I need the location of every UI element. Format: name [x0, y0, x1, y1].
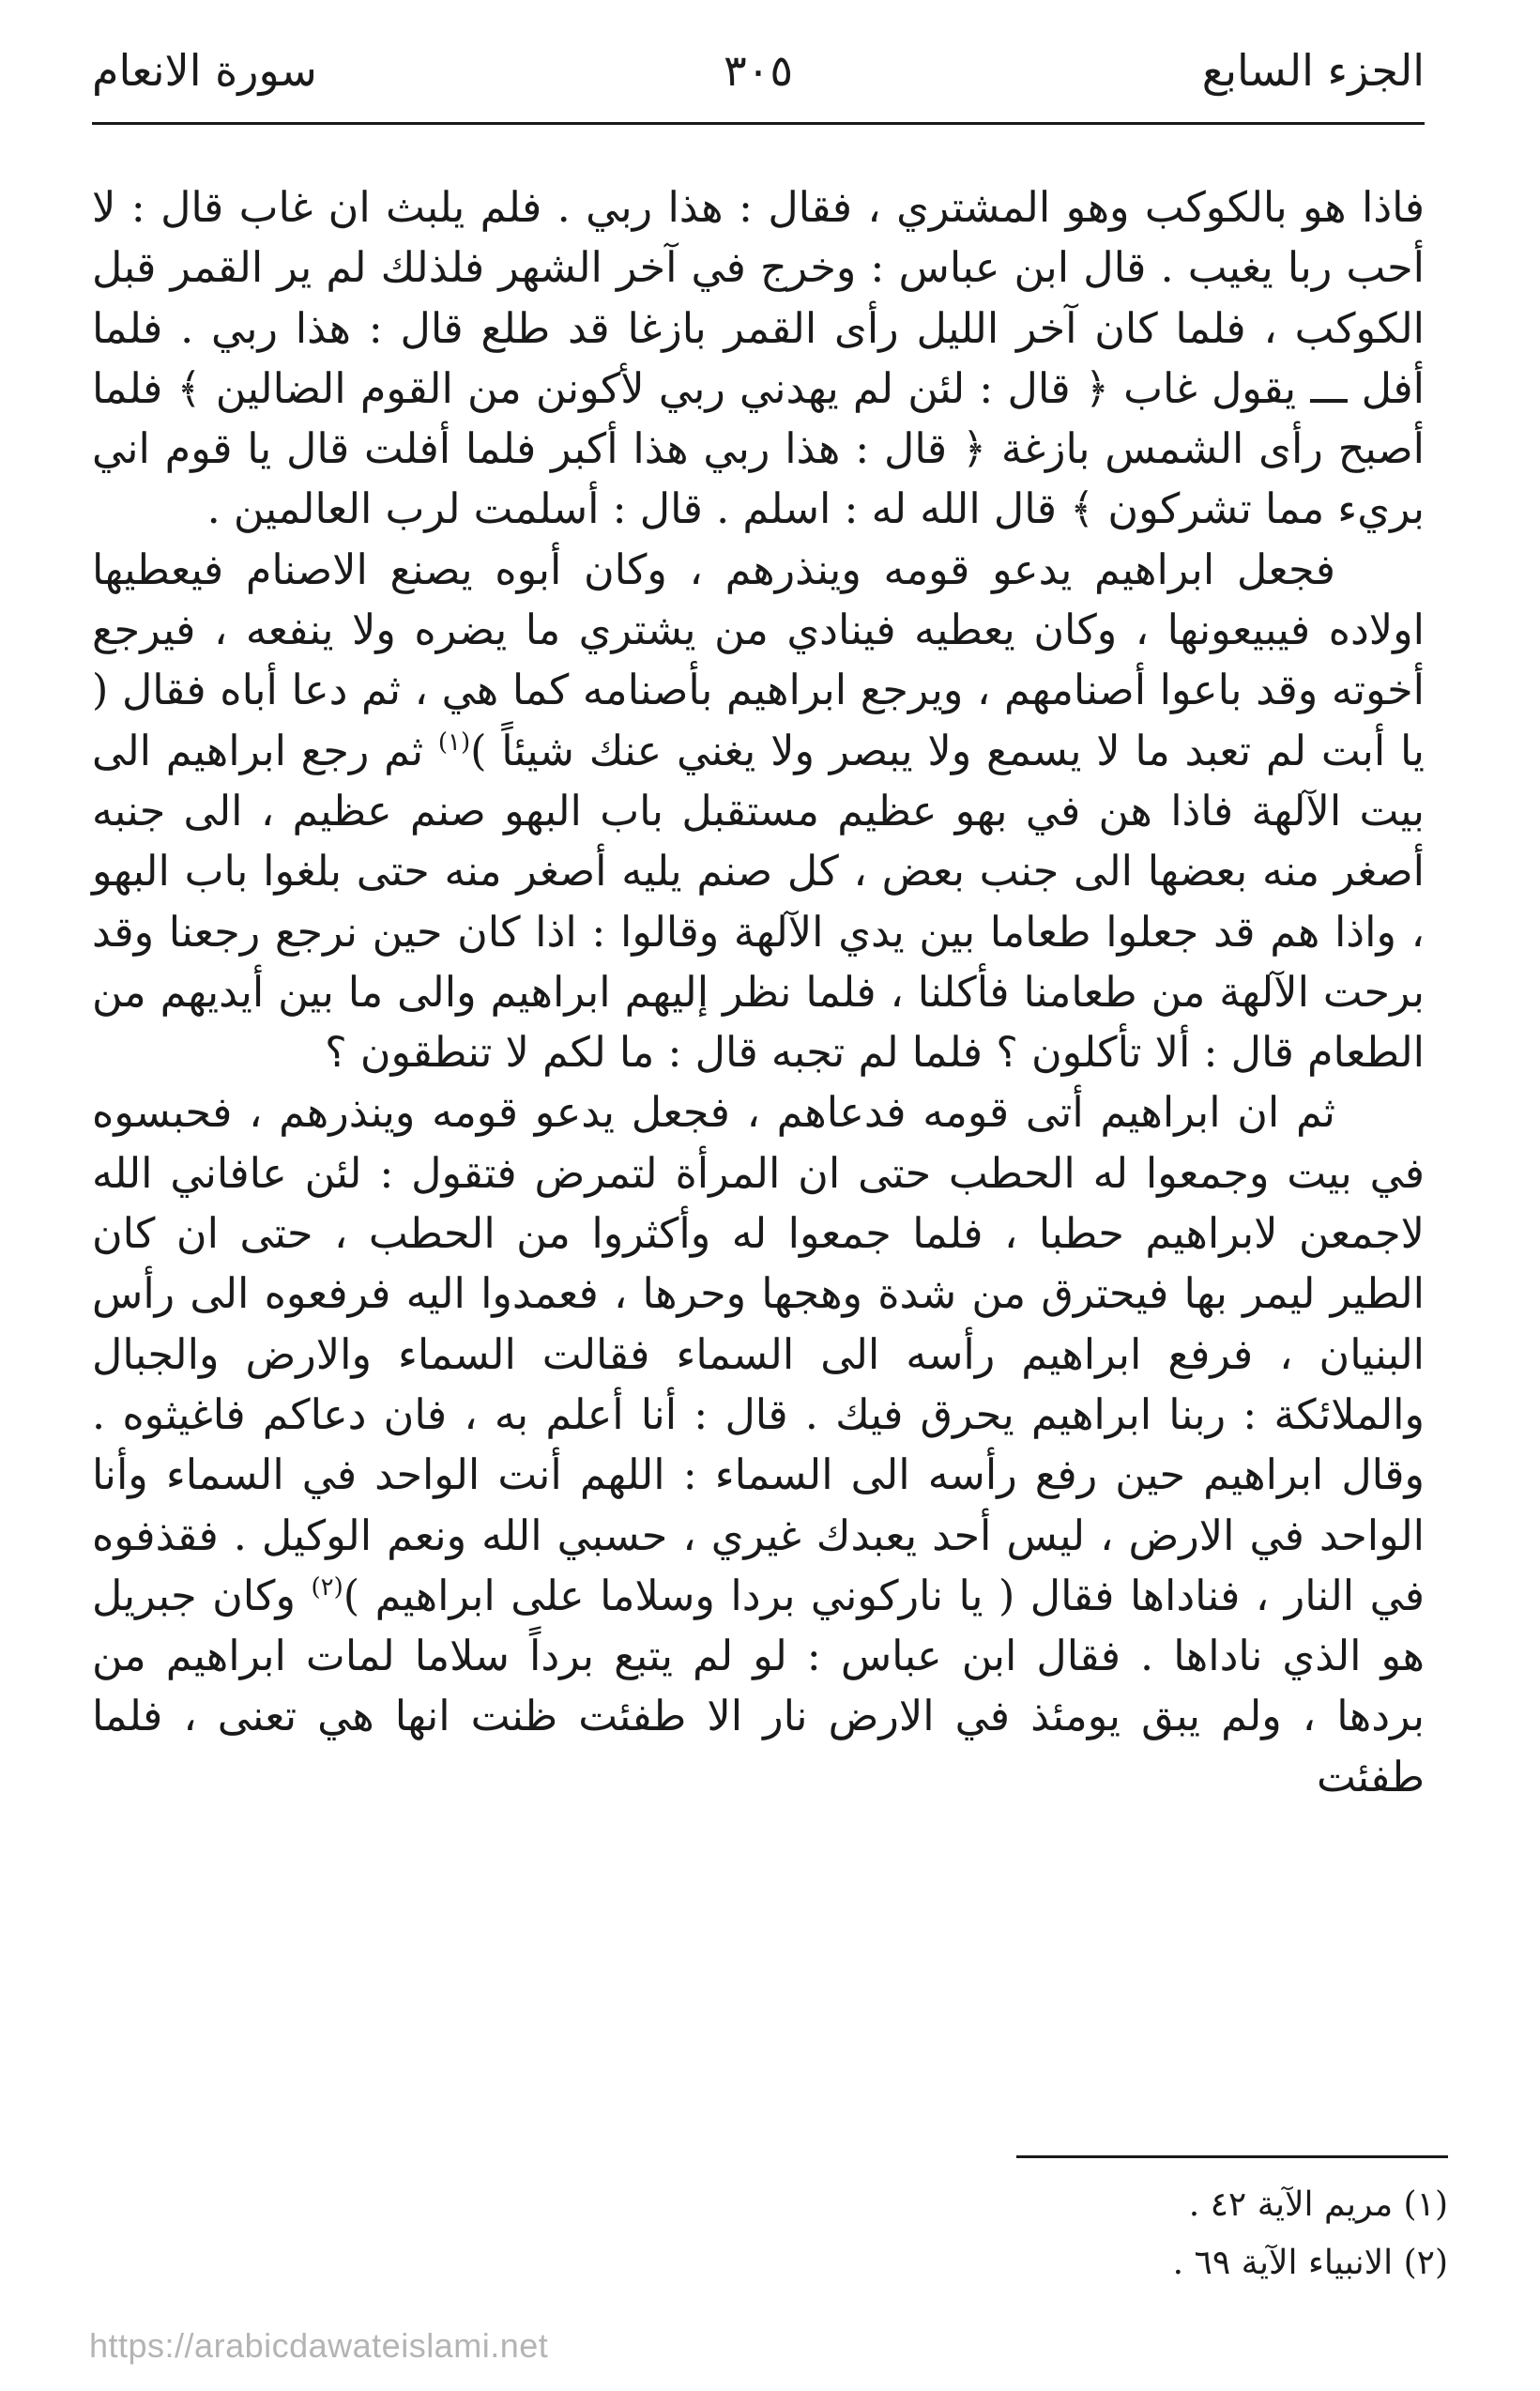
page-header	[92, 38, 1425, 113]
footnote-divider	[1016, 2155, 1448, 2158]
paragraph-3	[92, 1083, 1425, 1808]
paragraph-1-text: فاذا هو بالكوكب وهو المشتري ، فقال : هذا ربي . فلم يلبث ان غاب قال : لا أحب ربا يغيب . قال ابن عباس : وخرج في آخر الشهر فلذلك لم ير القمر قبل الكوكب ، فلما كان آخر الليل رأى القمر بازغا قد طلع قال : هذا ربي . فلما أفل ـــ يقول غاب ﴿ قال : لئن لم يهدني ربي لأكونن من القوم الضالين ﴾ فلما أصبح رأى الشمس بازغة ﴿ قال : هذا ربي هذا أكبر فلما أفلت قال يا قوم اني بريء مما تشركون ﴾ قال الله له : اسلم . قال : أسلمت لرب العالمين .	[92, 184, 1425, 534]
footnotes	[791, 2176, 1448, 2292]
paragraph-2-text: فجعل ابراهيم يدعو قومه وينذرهم ، وكان أبوه يصنع الاصنام فيعطيها اولاده فيبيعونها ، وكان يعطيه فينادي من يشتري ما يضره ولا ينفعه ، فيرجع أخوته وقد باعوا أصنامهم ، ويرجع ابراهيم بأصنامه كما هي ، ثم دعا أباه فقال ( يا أبت لم تعبد ما لا يسمع ولا يبصر ولا يغني عنك شيئاً )	[92, 545, 1425, 775]
body-text	[92, 178, 1425, 1808]
paragraph-2	[92, 541, 1425, 1084]
part-title: الجزء السابع	[1201, 45, 1425, 96]
page-number: ٣٠٥	[723, 45, 794, 96]
paragraph-3-text-after: وكان جبريل هو الذي ناداها . فقال ابن عباس : لو لم يتبع برداً سلاما لمات ابراهيم من بردها ، ولم يبق يومئذ في الارض نار الا طفئت ظنت انها هي تعنى ، فلما طفئت	[92, 1571, 1425, 1801]
footnote-1: (١) مريم الآية ٤٢ .	[1188, 2185, 1448, 2224]
footnote-2: (٢) الانبياء الآية ٦٩ .	[1172, 2244, 1448, 2282]
header-divider	[92, 122, 1425, 125]
surah-title: سورة الانعام	[92, 45, 317, 96]
paragraph-2-text-after: ثم رجع ابراهيم الى بيت الآلهة فاذا هن في بهو عظيم مستقبل باب البهو صنم عظيم ، الى جنبه أصغر منه بعضها الى جنب بعض ، كل صنم يليه أصغر منه حتى بلغوا باب البهو ، واذا هم قد جعلوا طعاما بين يدي الآلهة وقالوا : اذا كان حين نرجع رجعنا وقد برحت الآلهة من طعامنا فأكلنا ، فلما نظر إليهم ابراهيم والى ما بين أيديهم من الطعام قال : ألا تأكلون ؟ فلما لم تجبه قال : ما لكم لا تنطقون ؟	[92, 727, 1425, 1078]
footnote-ref-2: (٢)	[311, 1573, 343, 1602]
paragraph-3-text: ثم ان ابراهيم أتى قومه فدعاهم ، فجعل يدعو قومه وينذرهم ، فحبسوه في بيت وجمعوا له الحطب حتى ان المرأة لتمرض فتقول : لئن عافاني الله لاجمعن لابراهيم حطبا ، فلما جمعوا له وأكثروا من الحطب ، حتى ان كان الطير ليمر بها فيحترق من شدة وهجها وحرها ، فعمدوا اليه فرفعوه الى رأس البنيان ، فرفع ابراهيم رأسه الى السماء فقالت السماء والارض والجبال والملائكة : ربنا ابراهيم يحرق فيك . قال : أنا أعلم به ، فان دعاكم فاغيثوه . وقال ابراهيم حين رفع رأسه الى السماء : اللهم أنت الواحد في السماء وأنا الواحد في الارض ، ليس أحد يعبدك غيري ، حسبي الله ونعم الوكيل . فقذفوه في النار ، فناداها فقال ( يا ناركوني بردا وسلاما على ابراهيم )	[92, 1089, 1425, 1620]
paragraph-1	[92, 178, 1425, 541]
footnote-ref-1: (١)	[437, 728, 471, 757]
watermark-url: https://arabicdawateislami.net	[89, 2326, 549, 2365]
